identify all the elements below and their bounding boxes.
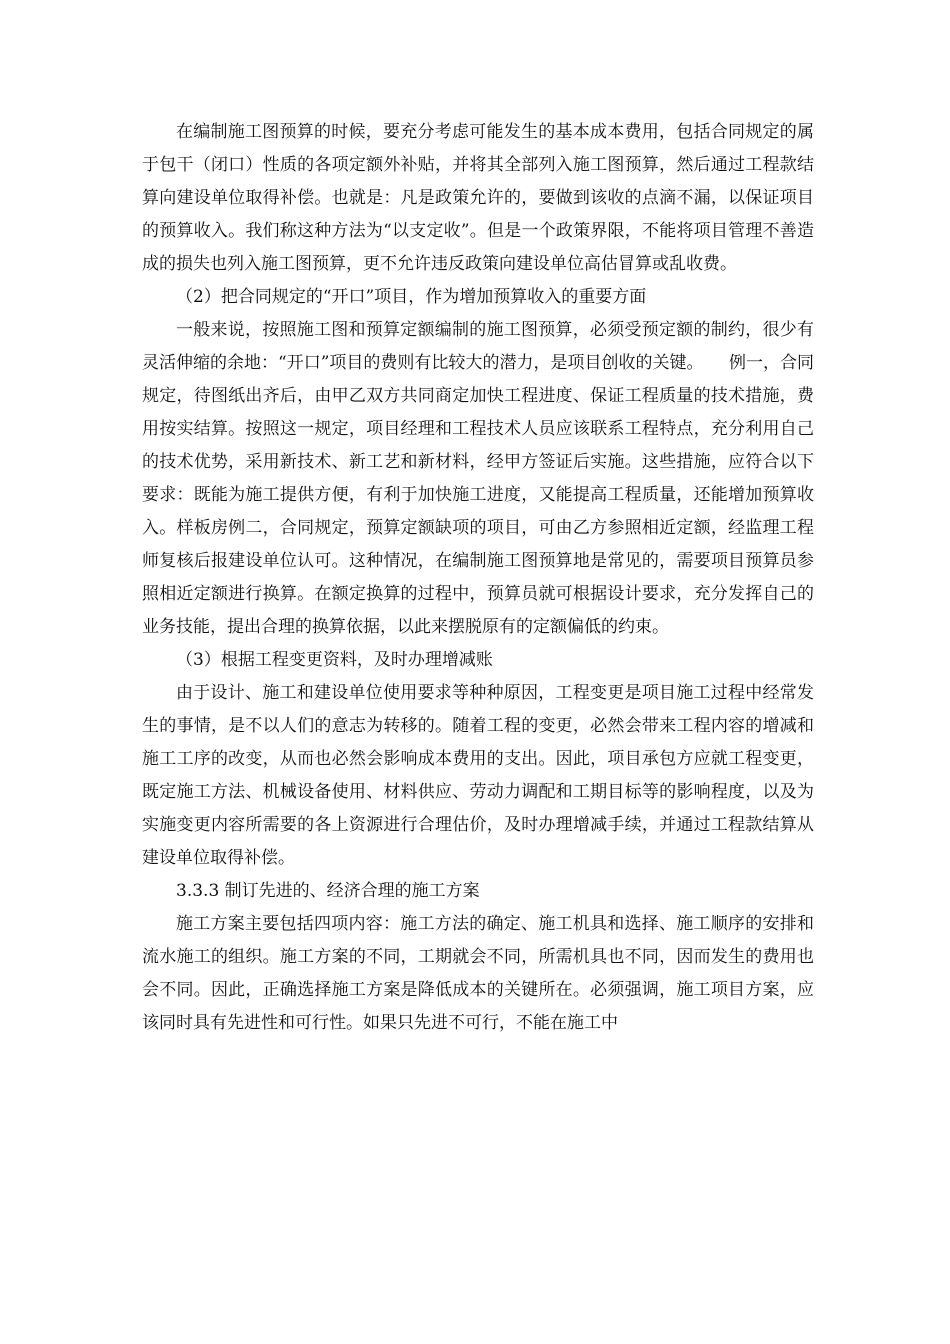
section-heading-2: （2）把合同规定的“开口”项目，作为增加预算收入的重要方面 <box>176 287 647 307</box>
document-page <box>142 116 814 1040</box>
section-heading-3: （3）根据工程变更资料，及时办理增减账 <box>176 650 493 670</box>
body-paragraph-3: 由于设计、施工和建设单位使用要求等种种原因，工程变更是项目施工过程中经常发生的事情，是不以人们的意志为转移的。随着工程的变更，必然会带来工程内容的增减和施工工序的改变，从而也必然会影响成本费用的支出。因此，项目承包方应就工程变更，既定施工方法、机械设备使用、材料供应、劳动力调配和工期目标等的影响程度，以及为实施变更内容所需要的各上资源进行合理估价，及时办理增减手续，并通过工程款结算从建设单位取得补偿。 <box>142 683 814 868</box>
section-heading-3-3-3: 3.3.3 制订先进的、经济合理的施工方案 <box>176 881 480 901</box>
body-paragraph-2: 一般来说，按照施工图和预算定额编制的施工图预算，必须受预定额的制约，很少有灵活伸缩的余地：“开口”项目的费则有比较大的潜力，是项目创收的关键。 例一，合同规定，待图纸出齐后，由甲乙双方共同商定加快工程进度、保证工程质量的技术措施，费用按实结算。按照这一规定，项目经理和工程技术人员应该联系工程特点，充分利用自己的技术优势，采用新技术、新工艺和新材料，经甲方签证后实施。这些措施，应符合以下要求：既能为施工提供方便，有利于加快施工进度，又能提高工程质量，还能增加预算收入。样板房例二，合同规定，预算定额缺项的项目，可由乙方参照相近定额，经监理工程师复核后报建设单位认可。这种情况，在编制施工图预算地是常见的，需要项目预算员参照相近定额进行换算。在额定换算的过程中，预算员就可根据设计要求，充分发挥自己的业务技能，提出合理的换算依据，以此来摆脱原有的定额偏低的约束。 <box>142 320 814 637</box>
body-paragraph-1: 在编制施工图预算的时候，要充分考虑可能发生的基本成本费用，包括合同规定的属于包干（闭口）性质的各项定额外补贴，并将其全部列入施工图预算，然后通过工程款结算向建设单位取得补偿。也就是：凡是政策允许的，要做到该收的点滴不漏，以保证项目的预算收入。我们称这种方法为“以支定收”。但是一个政策界限，不能将项目管理不善造成的损失也列入施工图预算，更不允许违反政策向建设单位高估冒算或乱收费。 <box>142 122 814 274</box>
body-paragraph-4: 施工方案主要包括四项内容：施工方法的确定、施工机具和选择、施工顺序的安排和流水施工的组织。施工方案的不同，工期就会不同，所需机具也不同，因而发生的费用也会不同。因此，正确选择施工方案是降低成本的关键所在。必须强调，施工项目方案，应该同时具有先进性和可行性。如果只先进不可行，不能在施工中 <box>142 914 814 1033</box>
